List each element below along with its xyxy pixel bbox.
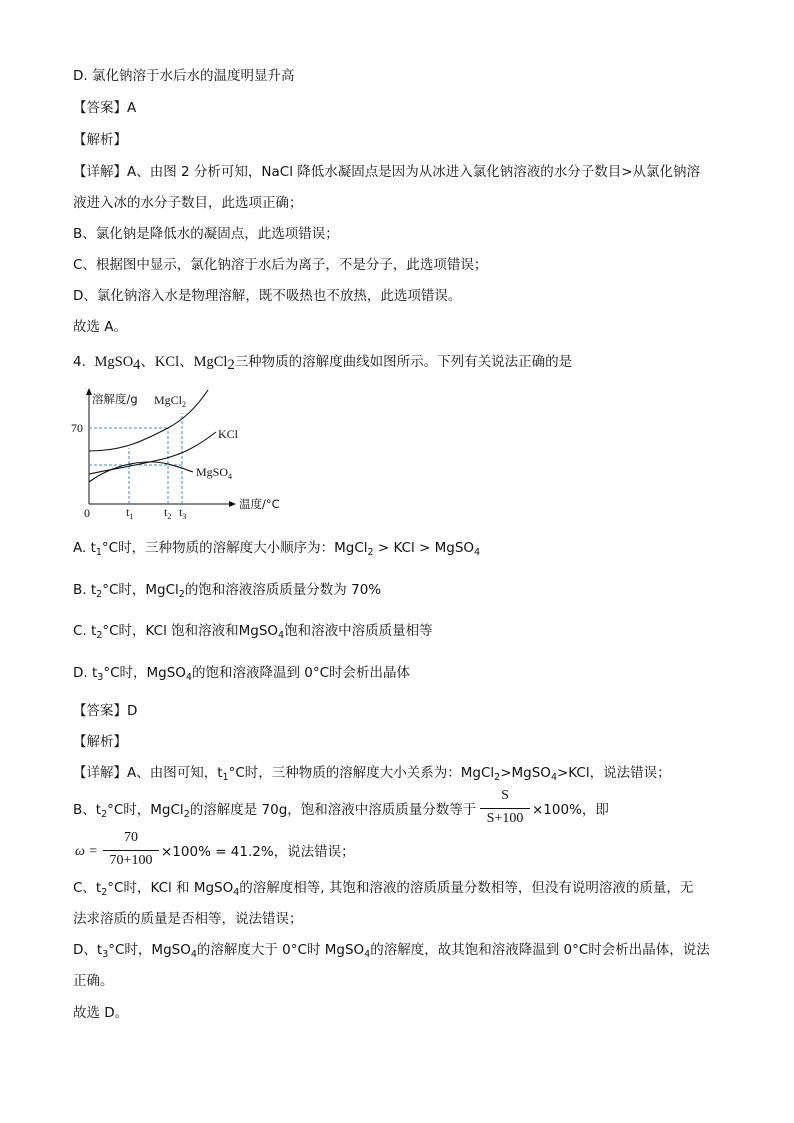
fraction-tail: ×100%，即: [532, 802, 609, 818]
solubility-chart: [68, 386, 308, 526]
answer-label: 【答案】A: [73, 100, 137, 116]
detail-line: 【详解】A、由图可知，$t_1^\circ C$时，三种物质的溶解度大小关系为：MgCl$_2$>MgSO$_4$>KCl，说法错误；: [73, 765, 671, 783]
option-c: C. $t_2^\circ C$时，KCl 饱和溶液和MgSO$_4$饱和溶液中溶质质量相等: [73, 623, 433, 641]
detail-line: 正确。: [73, 973, 114, 989]
omega-symbol: ω =: [75, 844, 98, 859]
x-tick-label-t1: $t_1$: [126, 505, 134, 521]
fraction-s: S S+100: [480, 788, 530, 832]
analysis-label: 【解析】: [73, 734, 127, 750]
fraction-70: 70 70+100: [103, 830, 159, 874]
x-axis-arrow: [229, 501, 236, 507]
x-tick-label-t3: $t_3$: [179, 505, 187, 521]
x-tick-label-t2: $t_2$: [164, 505, 172, 521]
analysis-label: 【解析】: [73, 132, 127, 148]
detail-line: D、$t_3^\circ C$时，MgSO$_4$的溶解度大于 0°C时 MgSO$_4$的溶解度，故其饱和溶液降温到 0°C时会析出晶体，说法: [73, 942, 710, 960]
option-b: B. $t_2^\circ C$时，MgCl$_2$的饱和溶液溶质质量分数为 70%: [73, 582, 382, 600]
detail-line: 法求溶质的质量是否相等，说法错误；: [73, 911, 303, 927]
question-number: 4.: [73, 354, 86, 370]
detail-line: C、根据图中显示，氯化钠溶于水后为离子，不是分子，此选项错误；: [73, 257, 488, 273]
y-axis-label: 溶解度/g: [92, 392, 138, 406]
detail-line: D、氯化钠溶入水是物理溶解，既不吸热也不放热，此选项错误。: [73, 288, 462, 304]
previous-option-d: D. 氯化钠溶于水后水的温度明显升高: [73, 68, 295, 84]
origin-label: 0: [84, 506, 90, 520]
choose-line: 故选 D。: [73, 1005, 129, 1021]
series-label-mgcl2: MgCl$_2$: [154, 393, 187, 409]
x-axis-label: 温度/°C: [239, 497, 280, 511]
choose-line: 故选 A。: [73, 319, 128, 335]
detail-line: B、氯化钠是降低水的凝固点，此选项错误；: [73, 226, 339, 242]
y-tick-label: 70: [71, 421, 83, 435]
fraction-result: ×100% = 41.2%，说法错误；: [161, 844, 355, 860]
detail-line: B、$t_2^\circ C$时，MgCl$_2$的溶解度是 70g，饱和溶液中溶质质量分数等于: [73, 802, 477, 820]
answer-label: 【答案】D: [73, 703, 138, 719]
option-a: A. $t_1^\circ C$时，三种物质的溶解度大小顺序为：MgCl$_2$ > KCl > MgSO$_4$: [73, 540, 481, 558]
option-d: D. $t_3^\circ C$时，MgSO$_4$的饱和溶液降温到 0°C时会析出晶体: [73, 665, 411, 683]
series-label-mgso4: MgSO$_4$: [196, 465, 233, 481]
question-4: 4. MgSO$_4$、KCl、MgCl$_2$三种物质的溶解度曲线如图所示。下列有关说法正确的是: [73, 354, 573, 373]
detail-line: C、$t_2^\circ C$时，KCl 和 MgSO$_4$的溶解度相等, 其饱和溶液的溶质质量分数相等，但没有说明溶液的质量，无: [73, 880, 694, 898]
detail-line: 液进入冰的水分子数目，此选项正确；: [73, 195, 303, 211]
series-label-kcl: KCl: [218, 427, 239, 441]
detail-line: 【详解】A、由图 2 分析可知，NaCl 降低水凝固点是因为从冰进入氯化钠溶液的水分子数目>从氯化钠溶: [73, 164, 701, 180]
